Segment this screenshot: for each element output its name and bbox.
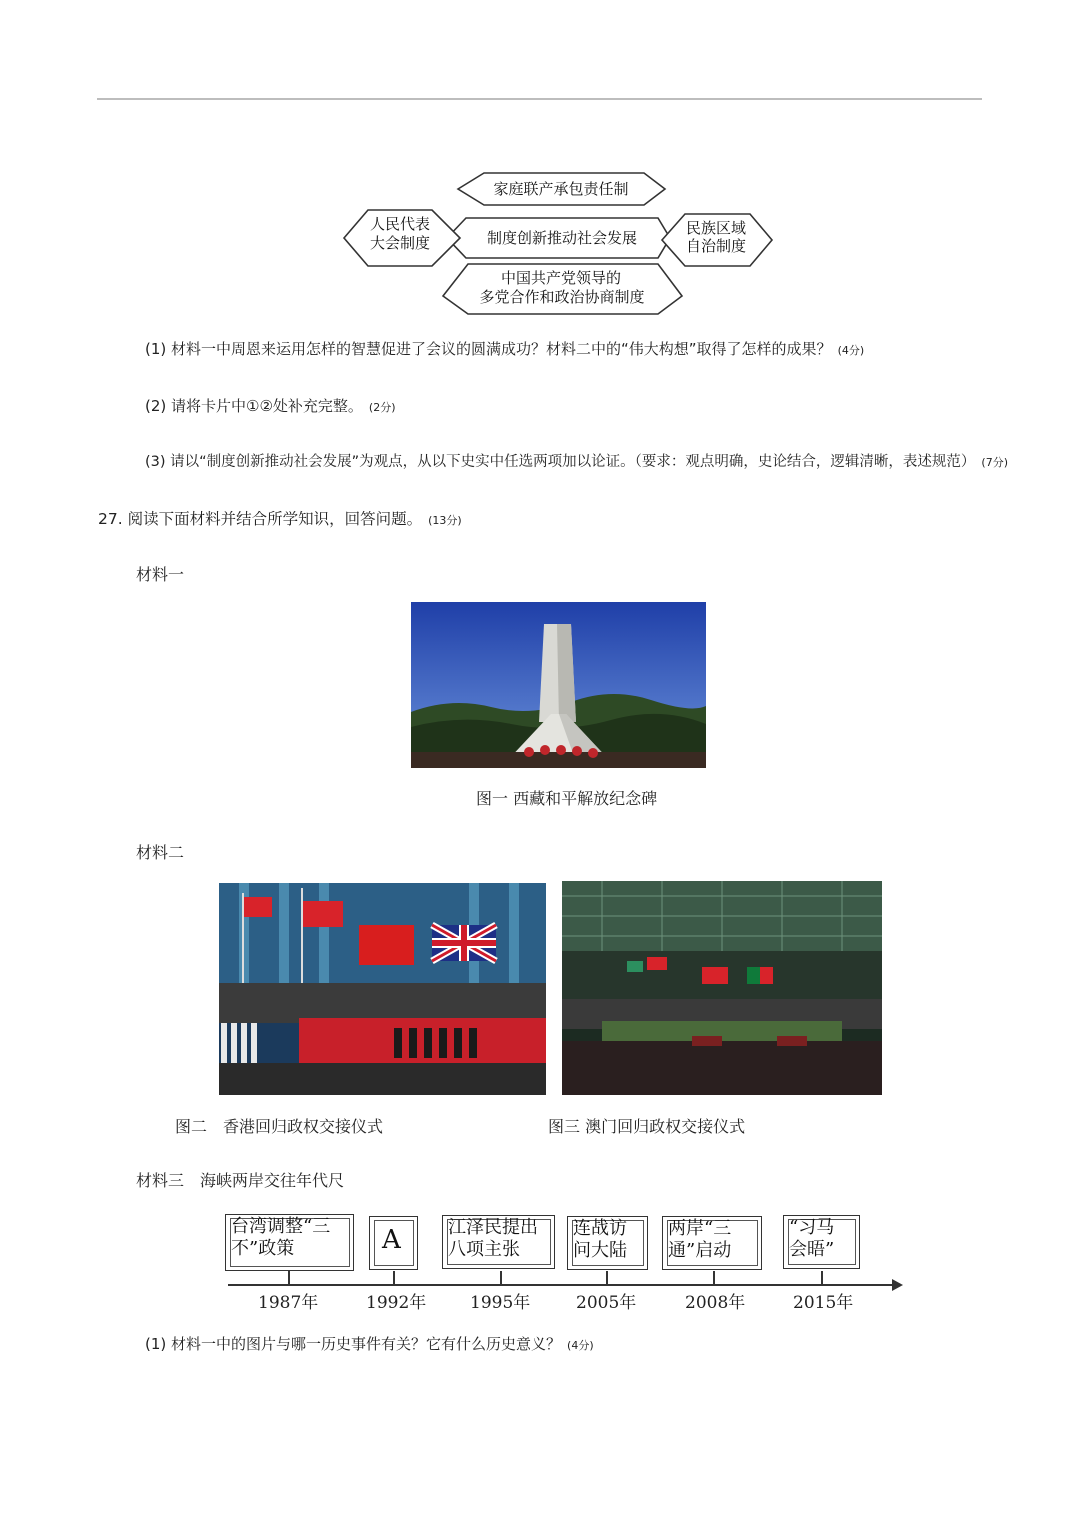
timeline-event-2005-text: 连战访 问大陆 bbox=[573, 1218, 627, 1261]
system-innovation-diagram bbox=[340, 168, 780, 316]
q27-heading bbox=[98, 509, 462, 531]
timeline-event-2005 bbox=[567, 1216, 648, 1270]
fig3-caption: 图三 澳门回归政权交接仪式 bbox=[548, 1117, 746, 1136]
timeline-event-2015-text: “习马 会晤” bbox=[789, 1217, 835, 1260]
material3-label: 材料三 海峡两岸交往年代尺 bbox=[136, 1171, 345, 1190]
q26-sub1-text: (1) 材料一中周恩来运用怎样的智慧促进了会议的圆满成功？材料二中的“伟大构想”取得了怎样的成果？ bbox=[145, 340, 832, 358]
top-rule bbox=[97, 98, 982, 100]
q26-sub3-text: (3) 请以“制度创新推动社会发展”为观点，从以下史实中任选两项加以论证。（要求：观点明确，史论结合，逻辑清晰，表述规范） bbox=[145, 454, 976, 470]
timeline-event-1992-text: A bbox=[382, 1225, 401, 1255]
fig1-caption: 图一 西藏和平解放纪念碑 bbox=[476, 789, 658, 808]
timeline-year-2015: 2015年 bbox=[793, 1293, 854, 1313]
q27-heading-text: 27. 阅读下面材料并结合所学知识，回答问题。 bbox=[98, 510, 423, 528]
q26-sub3 bbox=[145, 452, 1008, 473]
diagram-bottom-text-1: 中国共产党领导的 bbox=[500, 269, 622, 287]
timeline-event-1995-text: 江泽民提出 八项主张 bbox=[448, 1217, 538, 1260]
timeline-event-1987 bbox=[225, 1214, 354, 1271]
timeline-event-2015 bbox=[783, 1215, 860, 1269]
tibet-monument-photo bbox=[411, 602, 706, 768]
q26-sub1-score: (4分) bbox=[837, 344, 865, 357]
timeline-event-1995 bbox=[442, 1215, 555, 1269]
diagram-left-text-1: 人民代表 bbox=[369, 215, 431, 233]
timeline-year-1995: 1995年 bbox=[470, 1293, 531, 1313]
q26-sub2-score: (2分) bbox=[368, 401, 396, 414]
hongkong-handover-photo bbox=[219, 883, 546, 1095]
q26-sub1 bbox=[145, 339, 864, 361]
timeline-year-1992: 1992年 bbox=[366, 1293, 427, 1313]
timeline-year-2008: 2008年 bbox=[685, 1293, 746, 1313]
q26-sub3-score: (7分) bbox=[981, 456, 1009, 469]
material1-label: 材料一 bbox=[136, 565, 185, 584]
diagram-right-text-2: 自治制度 bbox=[685, 237, 747, 255]
q27-sub1-score: (4分) bbox=[567, 1339, 594, 1352]
macau-handover-photo bbox=[562, 881, 882, 1095]
fig2-caption: 图二 香港回归政权交接仪式 bbox=[175, 1117, 384, 1136]
diagram-bottom-text-2: 多党合作和政治协商制度 bbox=[479, 288, 645, 306]
timeline-event-2008 bbox=[662, 1216, 762, 1270]
material2-label: 材料二 bbox=[136, 843, 185, 862]
q27-heading-score: (13分) bbox=[428, 514, 462, 527]
timeline-event-1987-text: 台湾调整“三 不”政策 bbox=[231, 1216, 331, 1259]
timeline-year-2005: 2005年 bbox=[576, 1293, 637, 1313]
q27-sub1-text: (1) 材料一中的图片与哪一历史事件有关？它有什么历史意义？ bbox=[145, 1335, 562, 1353]
timeline-event-1992 bbox=[369, 1216, 418, 1270]
q27-sub1 bbox=[145, 1334, 594, 1356]
diagram-left-text-2: 大会制度 bbox=[369, 234, 431, 252]
diagram-center-text: 制度创新推动社会发展 bbox=[486, 229, 638, 247]
diagram-top-text: 家庭联产承包责任制 bbox=[493, 180, 629, 198]
timeline-year-1987: 1987年 bbox=[258, 1293, 319, 1313]
timeline-event-2008-text: 两岸“三 通”启动 bbox=[668, 1218, 732, 1261]
q26-sub2 bbox=[145, 396, 396, 418]
diagram-right-text-1: 民族区域 bbox=[685, 219, 747, 237]
q26-sub2-text: (2) 请将卡片中①②处补充完整。 bbox=[145, 397, 363, 415]
